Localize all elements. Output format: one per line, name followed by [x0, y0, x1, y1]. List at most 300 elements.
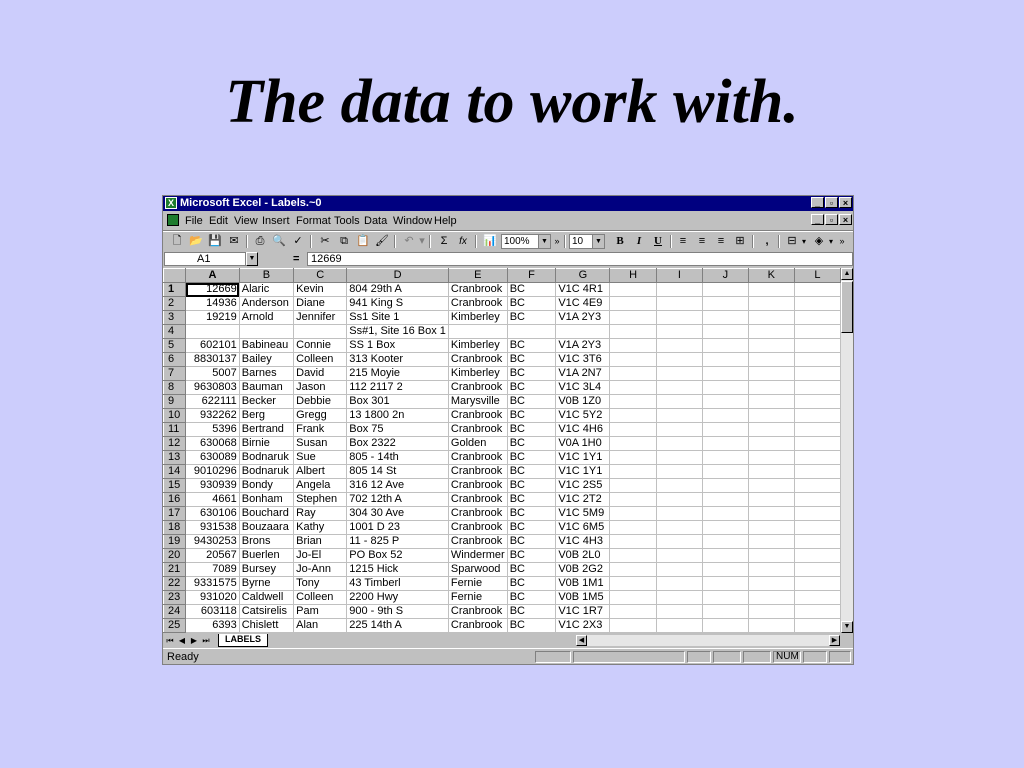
cell-j15[interactable]: [702, 479, 748, 493]
cell-c20[interactable]: Jo-El: [294, 549, 347, 563]
cell-i12[interactable]: [656, 437, 702, 451]
cell-j17[interactable]: [702, 507, 748, 521]
cell-e7[interactable]: Kimberley: [448, 367, 507, 381]
cell-a5[interactable]: 602101: [186, 339, 240, 353]
cell-e9[interactable]: Marysville: [448, 395, 507, 409]
cell-d8[interactable]: 112 2117 2: [347, 381, 449, 395]
cell-c8[interactable]: Jason: [294, 381, 347, 395]
cell-j9[interactable]: [702, 395, 748, 409]
borders-icon[interactable]: ⊟: [787, 235, 797, 247]
scroll-up-icon[interactable]: ▲: [841, 268, 853, 280]
cell-c25[interactable]: Alan: [294, 619, 347, 633]
cell-f19[interactable]: BC: [507, 535, 556, 549]
cell-a12[interactable]: 630068: [186, 437, 240, 451]
cell-k1[interactable]: [748, 283, 794, 297]
cell-e17[interactable]: Cranbrook: [448, 507, 507, 521]
row-header[interactable]: 15: [164, 479, 186, 493]
cell-l18[interactable]: [794, 521, 840, 535]
cell-k20[interactable]: [748, 549, 794, 563]
cell-a25[interactable]: 6393: [186, 619, 240, 633]
cell-c9[interactable]: Debbie: [294, 395, 347, 409]
column-header-e[interactable]: E: [448, 269, 507, 283]
cell-e11[interactable]: Cranbrook: [448, 423, 507, 437]
cell-l23[interactable]: [794, 591, 840, 605]
cell-l8[interactable]: [794, 381, 840, 395]
row-header[interactable]: 21: [164, 563, 186, 577]
cell-h6[interactable]: [610, 353, 656, 367]
cell-h11[interactable]: [610, 423, 656, 437]
cell-a4[interactable]: [186, 325, 240, 339]
cell-e23[interactable]: Fernie: [448, 591, 507, 605]
cell-e26[interactable]: [448, 633, 507, 634]
row-header[interactable]: 1: [164, 283, 186, 297]
cell-h3[interactable]: [610, 311, 656, 325]
row-header[interactable]: 4: [164, 325, 186, 339]
cell-e19[interactable]: Cranbrook: [448, 535, 507, 549]
cell-e24[interactable]: Cranbrook: [448, 605, 507, 619]
cell-k10[interactable]: [748, 409, 794, 423]
cell-k24[interactable]: [748, 605, 794, 619]
cell-k13[interactable]: [748, 451, 794, 465]
cell-f1[interactable]: BC: [507, 283, 556, 297]
cell-b5[interactable]: Babineau: [239, 339, 293, 353]
workbook-icon[interactable]: [167, 214, 179, 226]
menu-edit[interactable]: Edit: [209, 215, 228, 227]
cell-b13[interactable]: Bodnaruk: [239, 451, 293, 465]
cell-j26[interactable]: [702, 633, 748, 634]
cell-k14[interactable]: [748, 465, 794, 479]
cell-e10[interactable]: Cranbrook: [448, 409, 507, 423]
cell-a15[interactable]: 930939: [186, 479, 240, 493]
cell-j18[interactable]: [702, 521, 748, 535]
row-header[interactable]: 6: [164, 353, 186, 367]
cell-i6[interactable]: [656, 353, 702, 367]
cell-d13[interactable]: 805 - 14th: [347, 451, 449, 465]
cell-d26[interactable]: [347, 633, 449, 634]
undo-icon[interactable]: ↶: [404, 235, 414, 247]
cell-j16[interactable]: [702, 493, 748, 507]
cell-f12[interactable]: BC: [507, 437, 556, 451]
cell-b10[interactable]: Berg: [239, 409, 293, 423]
chevron-down-icon[interactable]: ▼: [592, 235, 604, 248]
cell-g13[interactable]: V1C 1Y1: [556, 451, 610, 465]
cell-e20[interactable]: Windermer: [448, 549, 507, 563]
cell-f17[interactable]: BC: [507, 507, 556, 521]
cell-f24[interactable]: BC: [507, 605, 556, 619]
cell-h18[interactable]: [610, 521, 656, 535]
row-header[interactable]: 19: [164, 535, 186, 549]
cell-l19[interactable]: [794, 535, 840, 549]
cell-a13[interactable]: 630089: [186, 451, 240, 465]
cell-k19[interactable]: [748, 535, 794, 549]
cell-j25[interactable]: [702, 619, 748, 633]
cell-c11[interactable]: Frank: [294, 423, 347, 437]
cell-i23[interactable]: [656, 591, 702, 605]
cell-g9[interactable]: V0B 1Z0: [556, 395, 610, 409]
menu-format[interactable]: Format: [296, 215, 331, 227]
vertical-scrollbar[interactable]: [841, 268, 853, 633]
cell-c7[interactable]: David: [294, 367, 347, 381]
cell-i3[interactable]: [656, 311, 702, 325]
cell-g22[interactable]: V0B 1M1: [556, 577, 610, 591]
next-sheet-icon[interactable]: ▶: [190, 636, 198, 645]
cell-c6[interactable]: Colleen: [294, 353, 347, 367]
cell-b2[interactable]: Anderson: [239, 297, 293, 311]
cell-j19[interactable]: [702, 535, 748, 549]
row-header[interactable]: 2: [164, 297, 186, 311]
doc-close-button[interactable]: ×: [839, 214, 852, 225]
cell-f26[interactable]: [507, 633, 556, 634]
cell-d16[interactable]: 702 12th A: [347, 493, 449, 507]
cell-g6[interactable]: V1C 3T6: [556, 353, 610, 367]
cell-l4[interactable]: [794, 325, 840, 339]
cell-i15[interactable]: [656, 479, 702, 493]
cell-g8[interactable]: V1C 3L4: [556, 381, 610, 395]
edit-formula-button[interactable]: =: [293, 253, 300, 265]
cell-l25[interactable]: [794, 619, 840, 633]
cell-e5[interactable]: Kimberley: [448, 339, 507, 353]
cell-l21[interactable]: [794, 563, 840, 577]
row-header[interactable]: 18: [164, 521, 186, 535]
cell-k23[interactable]: [748, 591, 794, 605]
cell-g10[interactable]: V1C 5Y2: [556, 409, 610, 423]
format-painter-icon[interactable]: 🖌: [375, 235, 389, 247]
cell-b14[interactable]: Bodnaruk: [239, 465, 293, 479]
cell-b26[interactable]: [239, 633, 293, 634]
cell-j11[interactable]: [702, 423, 748, 437]
cell-a8[interactable]: 9630803: [186, 381, 240, 395]
scroll-left-icon[interactable]: ◀: [576, 635, 587, 646]
cell-j22[interactable]: [702, 577, 748, 591]
column-header-i[interactable]: I: [656, 269, 702, 283]
column-header-a[interactable]: A: [186, 269, 240, 283]
cell-k5[interactable]: [748, 339, 794, 353]
cell-b4[interactable]: [239, 325, 293, 339]
cell-c26[interactable]: [294, 633, 347, 634]
cell-g20[interactable]: V0B 2L0: [556, 549, 610, 563]
cell-f5[interactable]: BC: [507, 339, 556, 353]
paste-icon[interactable]: 📋: [356, 235, 370, 247]
print-preview-icon[interactable]: 🔍: [272, 235, 286, 247]
align-right-icon[interactable]: ≡: [717, 235, 725, 247]
cell-c21[interactable]: Jo-Ann: [294, 563, 347, 577]
merge-center-icon[interactable]: ⊞: [735, 235, 745, 247]
cell-i14[interactable]: [656, 465, 702, 479]
cell-j2[interactable]: [702, 297, 748, 311]
cell-f18[interactable]: BC: [507, 521, 556, 535]
cell-l16[interactable]: [794, 493, 840, 507]
prev-sheet-icon[interactable]: ◀: [178, 636, 186, 645]
row-header[interactable]: 5: [164, 339, 186, 353]
cell-i11[interactable]: [656, 423, 702, 437]
cell-f25[interactable]: BC: [507, 619, 556, 633]
row-header[interactable]: 10: [164, 409, 186, 423]
doc-restore-button[interactable]: ▫: [825, 214, 838, 225]
cell-b24[interactable]: Catsirelis: [239, 605, 293, 619]
cell-h9[interactable]: [610, 395, 656, 409]
cell-a22[interactable]: 9331575: [186, 577, 240, 591]
cell-l15[interactable]: [794, 479, 840, 493]
cell-i26[interactable]: [656, 633, 702, 634]
cell-j5[interactable]: [702, 339, 748, 353]
underline-button[interactable]: U: [654, 235, 662, 247]
cell-l3[interactable]: [794, 311, 840, 325]
menu-help[interactable]: Help: [434, 215, 457, 227]
cell-i19[interactable]: [656, 535, 702, 549]
cell-j3[interactable]: [702, 311, 748, 325]
cell-a9[interactable]: 622111: [186, 395, 240, 409]
cell-g1[interactable]: V1C 4R1: [556, 283, 610, 297]
cell-e1[interactable]: Cranbrook: [448, 283, 507, 297]
save-icon[interactable]: 💾: [208, 235, 222, 247]
cell-b3[interactable]: Arnold: [239, 311, 293, 325]
cell-b12[interactable]: Birnie: [239, 437, 293, 451]
cell-l7[interactable]: [794, 367, 840, 381]
cell-f16[interactable]: BC: [507, 493, 556, 507]
scroll-down-icon[interactable]: ▼: [841, 621, 853, 633]
borders-dropdown-icon[interactable]: ▾: [801, 237, 806, 246]
cell-e14[interactable]: Cranbrook: [448, 465, 507, 479]
row-header[interactable]: 13: [164, 451, 186, 465]
cell-i5[interactable]: [656, 339, 702, 353]
cell-a16[interactable]: 4661: [186, 493, 240, 507]
close-button[interactable]: ×: [839, 197, 852, 208]
cell-c18[interactable]: Kathy: [294, 521, 347, 535]
cell-g11[interactable]: V1C 4H6: [556, 423, 610, 437]
cell-a2[interactable]: 14936: [186, 297, 240, 311]
cell-i21[interactable]: [656, 563, 702, 577]
menu-insert[interactable]: Insert: [262, 215, 290, 227]
row-header[interactable]: 16: [164, 493, 186, 507]
cell-h4[interactable]: [610, 325, 656, 339]
zoom-select[interactable]: [501, 234, 551, 249]
cell-k2[interactable]: [748, 297, 794, 311]
cell-k4[interactable]: [748, 325, 794, 339]
cell-k3[interactable]: [748, 311, 794, 325]
cell-b17[interactable]: Bouchard: [239, 507, 293, 521]
scroll-right-icon[interactable]: ▶: [829, 635, 840, 646]
cell-c4[interactable]: [294, 325, 347, 339]
cell-k12[interactable]: [748, 437, 794, 451]
cell-d10[interactable]: 13 1800 2n: [347, 409, 449, 423]
row-header[interactable]: 22: [164, 577, 186, 591]
cell-h24[interactable]: [610, 605, 656, 619]
cell-d25[interactable]: 225 14th A: [347, 619, 449, 633]
doc-minimize-button[interactable]: _: [811, 214, 824, 225]
function-button[interactable]: fx: [459, 236, 467, 247]
cell-k21[interactable]: [748, 563, 794, 577]
cell-g3[interactable]: V1A 2Y3: [556, 311, 610, 325]
cell-f10[interactable]: BC: [507, 409, 556, 423]
cell-d4[interactable]: Ss#1, Site 16 Box 1: [347, 325, 449, 339]
column-header-b[interactable]: B: [239, 269, 293, 283]
row-header[interactable]: 23: [164, 591, 186, 605]
cell-l12[interactable]: [794, 437, 840, 451]
align-center-icon[interactable]: ≡: [698, 235, 706, 247]
print-icon[interactable]: ⎙: [255, 235, 265, 247]
copy-icon[interactable]: ⧉: [340, 235, 348, 247]
row-header[interactable]: 11: [164, 423, 186, 437]
title-bar[interactable]: [163, 196, 853, 211]
cell-f13[interactable]: BC: [507, 451, 556, 465]
cell-f11[interactable]: BC: [507, 423, 556, 437]
cell-k26[interactable]: [748, 633, 794, 634]
cell-j1[interactable]: [702, 283, 748, 297]
cell-j24[interactable]: [702, 605, 748, 619]
cell-f8[interactable]: BC: [507, 381, 556, 395]
row-header[interactable]: 17: [164, 507, 186, 521]
restore-button[interactable]: ▫: [825, 197, 838, 208]
menu-data[interactable]: Data: [364, 215, 388, 227]
cell-d23[interactable]: 2200 Hwy: [347, 591, 449, 605]
cell-g25[interactable]: V1C 2X3: [556, 619, 610, 633]
cell-l22[interactable]: [794, 577, 840, 591]
cell-l24[interactable]: [794, 605, 840, 619]
cell-k7[interactable]: [748, 367, 794, 381]
cell-b1[interactable]: Alaric: [239, 283, 293, 297]
cell-d1[interactable]: 804 29th A: [347, 283, 449, 297]
cell-e16[interactable]: Cranbrook: [448, 493, 507, 507]
cell-b21[interactable]: Bursey: [239, 563, 293, 577]
cell-h14[interactable]: [610, 465, 656, 479]
cell-i1[interactable]: [656, 283, 702, 297]
cell-d9[interactable]: Box 301: [347, 395, 449, 409]
email-icon[interactable]: ✉: [229, 235, 239, 247]
cell-b8[interactable]: Bauman: [239, 381, 293, 395]
chart-wizard-icon[interactable]: 📊: [483, 235, 497, 247]
column-header-h[interactable]: H: [610, 269, 656, 283]
open-icon[interactable]: 📂: [189, 235, 203, 247]
name-box[interactable]: A1: [164, 252, 246, 266]
cell-j10[interactable]: [702, 409, 748, 423]
cell-j8[interactable]: [702, 381, 748, 395]
cell-g21[interactable]: V0B 2G2: [556, 563, 610, 577]
cell-d2[interactable]: 941 King S: [347, 297, 449, 311]
cell-a21[interactable]: 7089: [186, 563, 240, 577]
cell-f21[interactable]: BC: [507, 563, 556, 577]
cell-g2[interactable]: V1C 4E9: [556, 297, 610, 311]
cell-b11[interactable]: Bertrand: [239, 423, 293, 437]
cell-h1[interactable]: [610, 283, 656, 297]
cell-f7[interactable]: BC: [507, 367, 556, 381]
cell-j4[interactable]: [702, 325, 748, 339]
cell-h17[interactable]: [610, 507, 656, 521]
cell-g23[interactable]: V0B 1M5: [556, 591, 610, 605]
cell-f14[interactable]: BC: [507, 465, 556, 479]
cell-i4[interactable]: [656, 325, 702, 339]
cell-l9[interactable]: [794, 395, 840, 409]
menu-file[interactable]: File: [185, 215, 203, 227]
cell-b15[interactable]: Bondy: [239, 479, 293, 493]
cell-e13[interactable]: Cranbrook: [448, 451, 507, 465]
cell-k22[interactable]: [748, 577, 794, 591]
cell-h19[interactable]: [610, 535, 656, 549]
cell-d17[interactable]: 304 30 Ave: [347, 507, 449, 521]
row-header[interactable]: 3: [164, 311, 186, 325]
cell-h13[interactable]: [610, 451, 656, 465]
cell-a26[interactable]: [186, 633, 240, 634]
cell-e2[interactable]: Cranbrook: [448, 297, 507, 311]
cell-e21[interactable]: Sparwood: [448, 563, 507, 577]
autosum-button[interactable]: Σ: [440, 235, 448, 247]
cell-h16[interactable]: [610, 493, 656, 507]
cell-l20[interactable]: [794, 549, 840, 563]
cell-f6[interactable]: BC: [507, 353, 556, 367]
cell-i7[interactable]: [656, 367, 702, 381]
cell-l26[interactable]: [794, 633, 840, 634]
cell-e4[interactable]: [448, 325, 507, 339]
cell-d7[interactable]: 215 Moyie: [347, 367, 449, 381]
cell-b23[interactable]: Caldwell: [239, 591, 293, 605]
cell-e22[interactable]: Fernie: [448, 577, 507, 591]
cell-a20[interactable]: 20567: [186, 549, 240, 563]
cell-c13[interactable]: Sue: [294, 451, 347, 465]
cell-c16[interactable]: Stephen: [294, 493, 347, 507]
cell-j20[interactable]: [702, 549, 748, 563]
formula-input[interactable]: 12669: [307, 252, 853, 266]
new-icon[interactable]: 🗋: [172, 235, 182, 247]
cell-l2[interactable]: [794, 297, 840, 311]
last-sheet-icon[interactable]: ⏭: [202, 636, 210, 645]
row-header[interactable]: 24: [164, 605, 186, 619]
cell-h25[interactable]: [610, 619, 656, 633]
cell-b18[interactable]: Bouzaara: [239, 521, 293, 535]
cell-g19[interactable]: V1C 4H3: [556, 535, 610, 549]
cell-l5[interactable]: [794, 339, 840, 353]
cell-h10[interactable]: [610, 409, 656, 423]
cell-k16[interactable]: [748, 493, 794, 507]
cell-e15[interactable]: Cranbrook: [448, 479, 507, 493]
cell-e6[interactable]: Cranbrook: [448, 353, 507, 367]
cell-d12[interactable]: Box 2322: [347, 437, 449, 451]
cell-k9[interactable]: [748, 395, 794, 409]
cell-i8[interactable]: [656, 381, 702, 395]
cell-l13[interactable]: [794, 451, 840, 465]
cell-d6[interactable]: 313 Kooter: [347, 353, 449, 367]
cell-g16[interactable]: V1C 2T2: [556, 493, 610, 507]
cell-l6[interactable]: [794, 353, 840, 367]
cell-k17[interactable]: [748, 507, 794, 521]
cell-k15[interactable]: [748, 479, 794, 493]
cell-f2[interactable]: BC: [507, 297, 556, 311]
cell-k8[interactable]: [748, 381, 794, 395]
more-buttons-icon[interactable]: »: [554, 236, 560, 246]
first-sheet-icon[interactable]: ⏮: [166, 636, 174, 645]
cell-c23[interactable]: Colleen: [294, 591, 347, 605]
cell-h12[interactable]: [610, 437, 656, 451]
cell-d24[interactable]: 900 - 9th S: [347, 605, 449, 619]
cell-d11[interactable]: Box 75: [347, 423, 449, 437]
bold-button[interactable]: B: [616, 235, 624, 247]
cell-a3[interactable]: 19219: [186, 311, 240, 325]
cell-c12[interactable]: Susan: [294, 437, 347, 451]
cell-j6[interactable]: [702, 353, 748, 367]
row-header[interactable]: 12: [164, 437, 186, 451]
row-header[interactable]: 25: [164, 619, 186, 633]
cell-d22[interactable]: 43 Timberl: [347, 577, 449, 591]
cell-e3[interactable]: Kimberley: [448, 311, 507, 325]
cell-c5[interactable]: Connie: [294, 339, 347, 353]
cell-d18[interactable]: 1001 D 23: [347, 521, 449, 535]
cell-a10[interactable]: 932262: [186, 409, 240, 423]
more-buttons-icon[interactable]: »: [839, 236, 845, 246]
cell-c10[interactable]: Gregg: [294, 409, 347, 423]
cell-h2[interactable]: [610, 297, 656, 311]
cell-h23[interactable]: [610, 591, 656, 605]
cell-b22[interactable]: Byrne: [239, 577, 293, 591]
column-header-c[interactable]: C: [294, 269, 347, 283]
cell-e12[interactable]: Golden: [448, 437, 507, 451]
